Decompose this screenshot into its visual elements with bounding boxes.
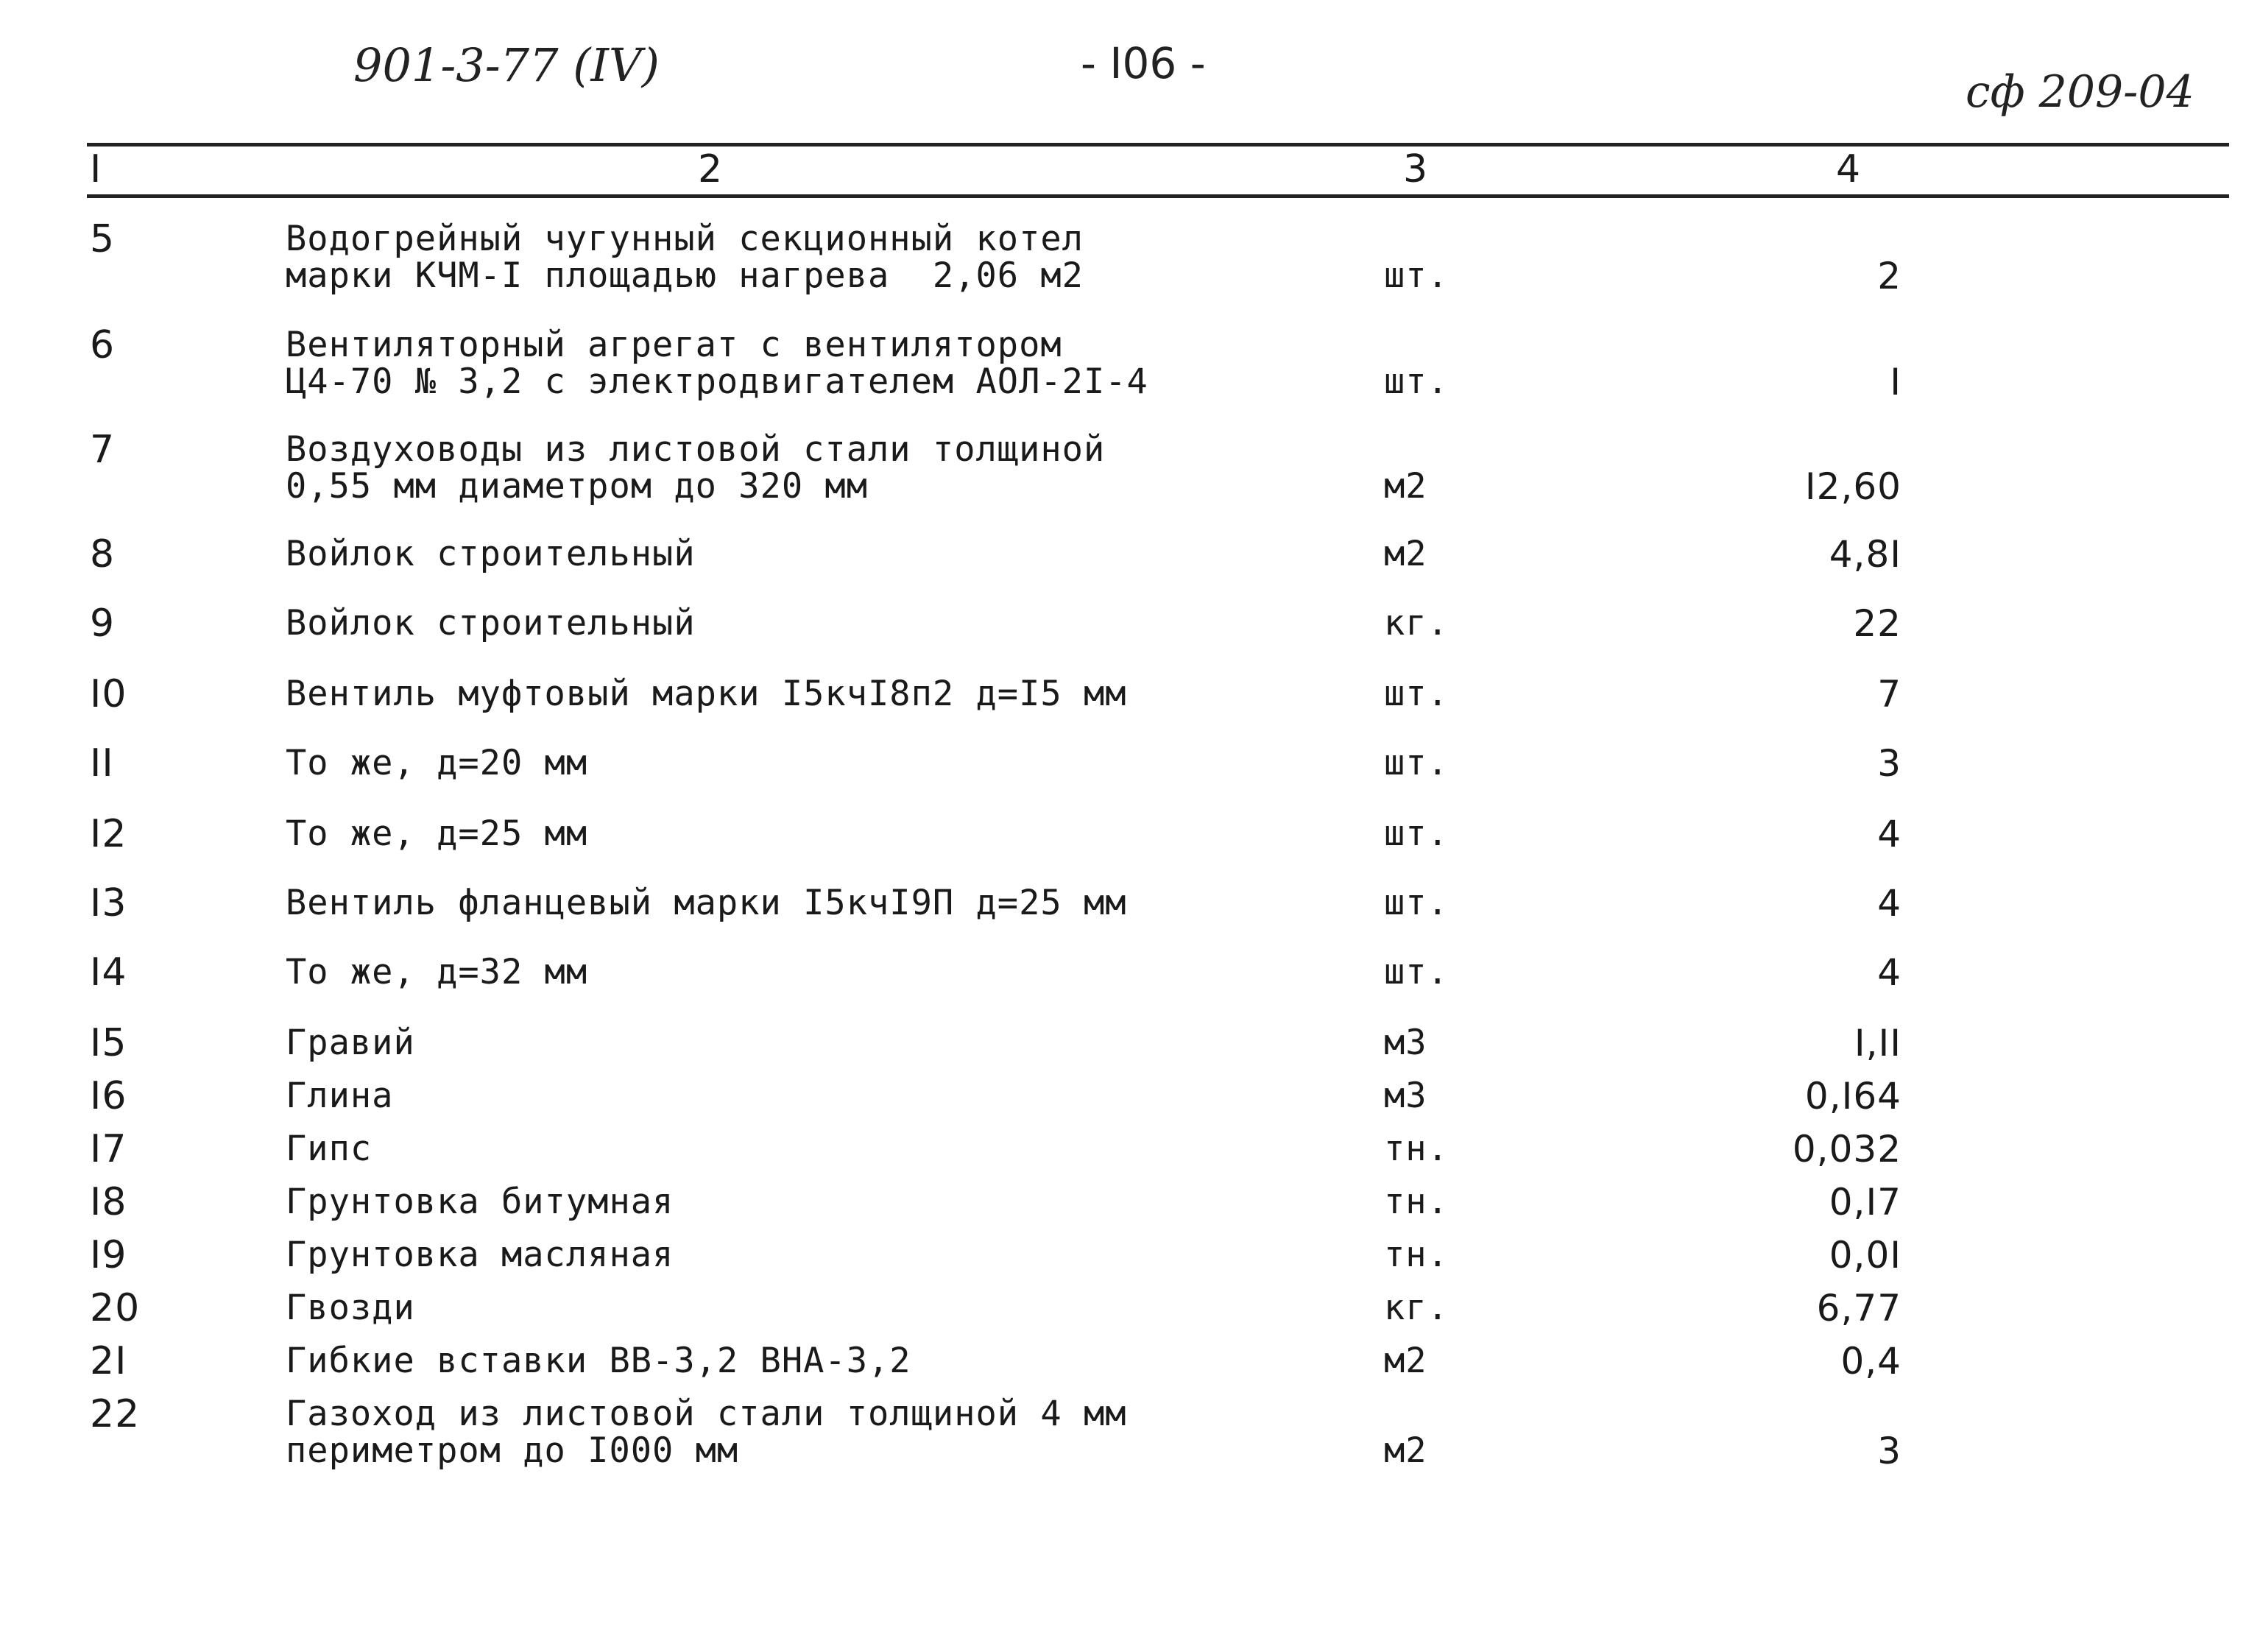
row-description: Глина (286, 1076, 394, 1116)
row-number: I9 (90, 1233, 127, 1277)
row-number: II (90, 741, 114, 786)
row-unit: м2 (1384, 466, 1427, 506)
row-quantity: 0,I64 (1804, 1075, 1901, 1118)
row-quantity: 4,8I (1829, 533, 1901, 576)
row-unit: шт. (1384, 952, 1449, 992)
column-header-unit: 3 (1403, 147, 1428, 191)
row-unit: м3 (1384, 1076, 1427, 1116)
row-quantity: 3 (1877, 742, 1901, 785)
row-unit: м3 (1384, 1023, 1427, 1063)
row-description: Газоход из листовой стали толщиной 4 мм периметром до I000 мм (286, 1394, 1127, 1471)
row-unit: тн. (1384, 1129, 1449, 1169)
row-quantity: 6,77 (1816, 1287, 1901, 1330)
row-description: То же, д=25 мм (286, 813, 588, 854)
row-quantity: 7 (1877, 673, 1901, 716)
row-number: 5 (90, 217, 116, 261)
row-quantity: 0,032 (1792, 1128, 1901, 1171)
row-number: I6 (90, 1074, 127, 1118)
row-number: 22 (90, 1392, 141, 1436)
row-description: То же, д=20 мм (286, 743, 588, 783)
row-unit: шт. (1384, 743, 1449, 783)
row-unit: кг. (1384, 1288, 1449, 1328)
row-number: 8 (90, 532, 116, 576)
row-unit: м2 (1384, 534, 1427, 574)
row-quantity: 22 (1853, 602, 1901, 645)
table-header-rule (87, 194, 2229, 198)
row-quantity: 0,I7 (1829, 1181, 1901, 1224)
row-description: Вентиль фланцевый марки I5кчI9П д=25 мм (286, 883, 1127, 923)
row-number: I5 (90, 1021, 127, 1065)
row-quantity: 0,0I (1829, 1234, 1901, 1277)
row-description: Гравий (286, 1023, 415, 1063)
row-quantity: I,II (1854, 1022, 1901, 1065)
row-description: Вентиляторный агрегат с вентилятором Ц4-70 № 3,2 с электродвигателем АОЛ-2I-4 (286, 325, 1148, 402)
column-header-description: 2 (698, 147, 723, 191)
row-number: 7 (90, 428, 116, 472)
row-unit: шт. (1384, 361, 1449, 402)
column-header-number: I (90, 147, 102, 191)
row-quantity: 0,4 (1840, 1340, 1901, 1383)
row-number: 20 (90, 1286, 141, 1330)
row-quantity: I2,60 (1804, 465, 1901, 508)
row-description: Гибкие вставки ВВ-3,2 ВНА-3,2 (286, 1341, 911, 1381)
row-quantity: 4 (1877, 951, 1901, 994)
row-description: Войлок строительный (286, 603, 696, 643)
row-description: Войлок строительный (286, 534, 696, 574)
column-header-quantity: 4 (1836, 147, 1861, 191)
row-number: I8 (90, 1180, 127, 1224)
row-unit: шт. (1384, 883, 1449, 923)
page-number: - I06 - (1081, 38, 1206, 88)
row-unit: тн. (1384, 1182, 1449, 1222)
row-description: Гипс (286, 1129, 372, 1169)
row-number: 6 (90, 323, 116, 367)
row-number: 9 (90, 601, 116, 646)
row-unit: шт. (1384, 255, 1449, 296)
row-quantity: 2 (1877, 255, 1901, 297)
row-number: I0 (90, 672, 127, 716)
row-description: Гвозди (286, 1288, 415, 1328)
row-unit: шт. (1384, 674, 1449, 714)
row-unit: шт. (1384, 813, 1449, 854)
row-description: Грунтовка масляная (286, 1235, 674, 1275)
row-description: Грунтовка битумная (286, 1182, 674, 1222)
row-description: Вентиль муфтовый марки I5кчI8п2 д=I5 мм (286, 674, 1127, 714)
row-number: I3 (90, 881, 127, 925)
document-code: 901-3-77 (IV) (353, 38, 660, 92)
row-quantity: I (1890, 361, 1901, 403)
row-unit: тн. (1384, 1235, 1449, 1275)
row-number: I4 (90, 950, 127, 995)
row-description: Водогрейный чугунный секционный котел марки КЧМ-I площадью нагрева 2,06 м2 (286, 219, 1084, 296)
row-quantity: 3 (1877, 1430, 1901, 1472)
row-quantity: 4 (1877, 882, 1901, 925)
row-description: Воздуховоды из листовой стали толщиной 0,55 мм диаметром до 320 мм (286, 429, 1106, 506)
row-quantity: 4 (1877, 813, 1901, 855)
row-number: I7 (90, 1127, 127, 1171)
sheet-code: сф 209-04 (1966, 66, 2194, 118)
row-description: То же, д=32 мм (286, 952, 588, 992)
row-number: 2I (90, 1339, 127, 1383)
row-number: I2 (90, 812, 127, 856)
row-unit: м2 (1384, 1341, 1427, 1381)
row-unit: кг. (1384, 603, 1449, 643)
table-top-rule (87, 143, 2229, 147)
row-unit: м2 (1384, 1430, 1427, 1471)
